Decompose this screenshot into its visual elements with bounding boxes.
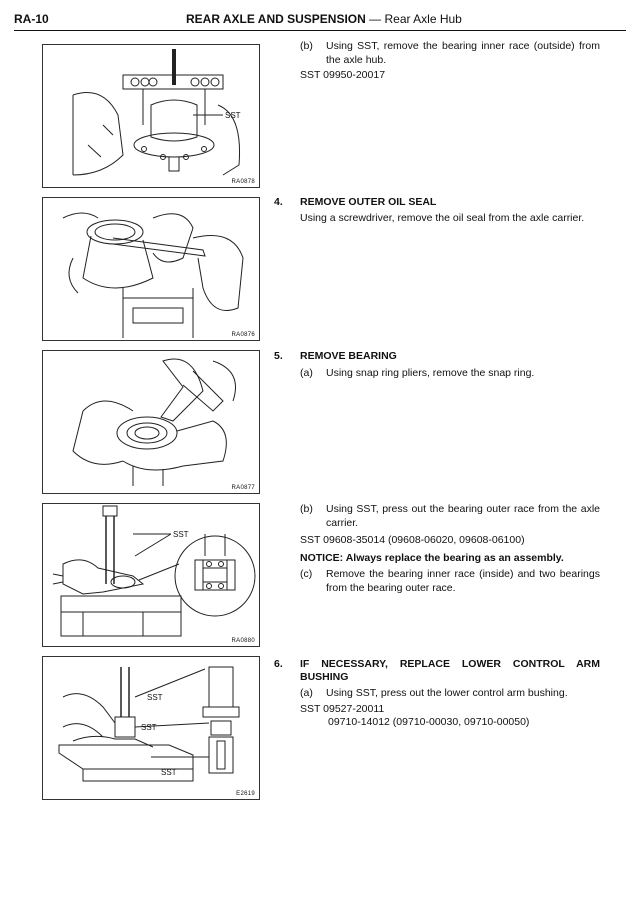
notice-text: NOTICE: Always replace the bearing as an assembly. bbox=[300, 551, 564, 564]
sub-step-b-5 bbox=[300, 503, 600, 530]
sub-step-c-5 bbox=[300, 568, 600, 595]
figure-e2619-illustration bbox=[43, 657, 259, 799]
figure-5-code: E2619 bbox=[236, 791, 255, 797]
figure-4-sst-label: SST bbox=[173, 530, 189, 539]
step-4-title: REMOVE OUTER OIL SEAL bbox=[300, 196, 437, 208]
figure-5-sst-label-middle: SST bbox=[141, 723, 157, 732]
step-5b-block bbox=[300, 503, 600, 595]
figure-2-code: RA0876 bbox=[231, 332, 255, 338]
step-3b-block bbox=[300, 40, 600, 83]
step-4-text: Using a screwdriver, remove the oil seal from the axle carrier. bbox=[300, 212, 585, 224]
sst-number-1: SST 09950-20017 bbox=[300, 69, 386, 81]
sub-step-b-5-text: Using SST, press out the bearing outer race from the axle carrier. bbox=[326, 503, 600, 529]
sub-step-a-6-text: Using SST, press out the lower control arm bushing. bbox=[326, 687, 568, 699]
sub-step-a-6 bbox=[300, 687, 600, 701]
sst-number-2: SST 09608-35014 (09608-06020, 09608-06100) bbox=[300, 534, 525, 546]
page-header-title bbox=[186, 12, 462, 26]
sub-step-a-5-label: (a) bbox=[300, 367, 313, 379]
figure-ra0877-illustration bbox=[43, 351, 259, 493]
sub-step-b-5-label: (b) bbox=[300, 503, 313, 515]
sub-step-b-1 bbox=[300, 40, 600, 67]
figure-3-code: RA0877 bbox=[231, 485, 255, 491]
step-6a-block bbox=[300, 687, 600, 730]
figure-1-sst-label: SST bbox=[225, 111, 241, 120]
step-5-number: 5. bbox=[274, 350, 283, 362]
figure-ra0876-illustration bbox=[43, 198, 259, 340]
figure-5-sst-label-bottom: SST bbox=[161, 768, 177, 777]
figure-ra0876 bbox=[42, 197, 260, 341]
step-5-title: REMOVE BEARING bbox=[300, 350, 397, 362]
sub-step-a-6-label: (a) bbox=[300, 687, 313, 699]
sub-step-b-1-text: Using SST, remove the bearing inner race (outside) from the axle hub. bbox=[326, 40, 600, 66]
figure-e2619 bbox=[42, 656, 260, 800]
header-rule bbox=[14, 30, 626, 31]
step-5a-block bbox=[300, 367, 600, 381]
sub-step-b-1-label: (b) bbox=[300, 40, 313, 52]
sst-number-4: 09710-14012 (09710-00030, 09710-00050) bbox=[328, 716, 530, 728]
step-6-title: IF NECESSARY, REPLACE LOWER CONTROL ARM BUSHING bbox=[300, 658, 600, 683]
sub-step-c-5-text: Remove the bearing inner race (inside) and two bearings from the bearing outer race. bbox=[326, 568, 600, 594]
sub-step-a-5-text: Using snap ring pliers, remove the snap ring. bbox=[326, 367, 535, 379]
sub-step-a-5 bbox=[300, 367, 600, 381]
figure-ra0880-illustration bbox=[43, 504, 259, 646]
step-6-number: 6. bbox=[274, 658, 283, 670]
sst-number-3: SST 09527-20011 bbox=[300, 702, 385, 715]
page-number: RA-10 bbox=[14, 12, 49, 26]
figure-ra0878-illustration bbox=[43, 45, 259, 187]
figure-ra0877 bbox=[42, 350, 260, 494]
subsection-title: Rear Axle Hub bbox=[384, 12, 462, 26]
figure-ra0880 bbox=[42, 503, 260, 647]
sub-step-c-5-label: (c) bbox=[300, 568, 313, 580]
step-4-number: 4. bbox=[274, 196, 283, 208]
figure-1-code: RA0878 bbox=[231, 179, 255, 185]
figure-4-code: RA0880 bbox=[231, 638, 255, 644]
figure-ra0878 bbox=[42, 44, 260, 188]
header-separator: — bbox=[365, 12, 385, 26]
figure-5-sst-label-top: SST bbox=[147, 693, 163, 702]
section-title: REAR AXLE AND SUSPENSION bbox=[186, 12, 366, 26]
